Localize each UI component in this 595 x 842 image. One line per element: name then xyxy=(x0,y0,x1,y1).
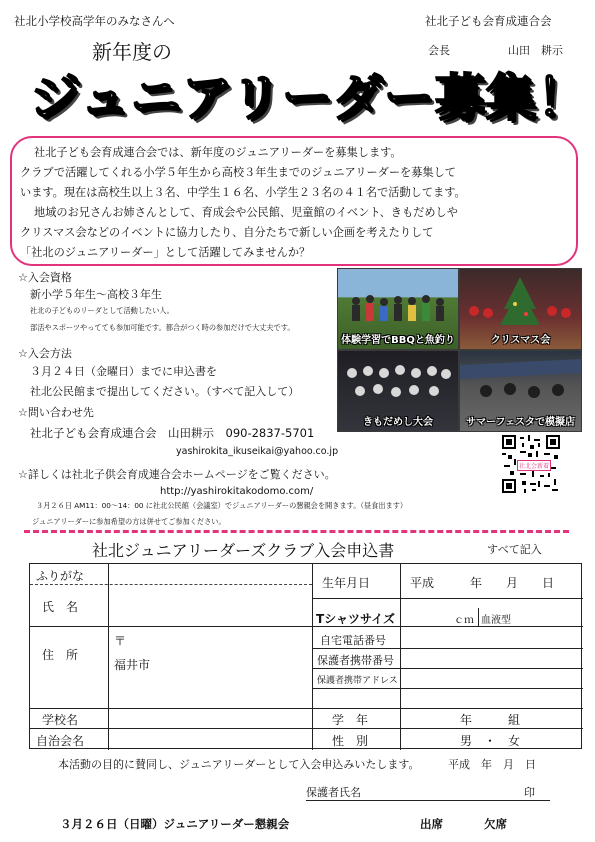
photo-caption: 体験学習でBBQと魚釣り xyxy=(341,335,455,346)
contact-email[interactable]: yashirokita_ikuseikai@yahoo.co.jp xyxy=(176,446,339,457)
meeting-label: ３月２６日（日曜）ジュニアリーダー懇親会 xyxy=(60,817,290,831)
subtitle: 新年度の xyxy=(92,40,172,64)
qualification-note: 部活やスポーツやってても参加可能です。都合がつく時の参加だけで大丈夫です。 xyxy=(30,323,295,332)
address-label: 住 所 xyxy=(42,648,79,662)
cut-line xyxy=(24,530,569,533)
meeting-note: ３月２６日 AM11：00～14：00 に社北公民館（会議室）でジュニアリーダーの懇親会を開きます。（昼食出ます） xyxy=(36,501,408,510)
birthday-label: 生年月日 xyxy=(322,576,371,590)
photo-caption: サマーフェスタで模擬店 xyxy=(466,417,575,428)
intro-line: クリスマス会などのイベントに協力したり、自分たちで新しい企画を考えたりして xyxy=(20,226,434,239)
application-form xyxy=(29,563,582,749)
tshirt-label: Tシャツサイズ xyxy=(316,612,395,626)
method-line: 社北公民館まで提出してください。（すべて記入して） xyxy=(30,385,300,398)
method-line: ３月２４日（金曜日）までに申込書を xyxy=(30,365,217,378)
birthday-value[interactable]: 平成 年 月 日 xyxy=(410,576,555,590)
association-label: 自治会名 xyxy=(36,734,85,748)
contact-info: 社北子ども会育成連合会 山田耕示 090-2837-5701 xyxy=(30,426,315,440)
photo-caption: クリスマス会 xyxy=(490,335,551,346)
qualification-range: 新小学５年生～高校３年生 xyxy=(30,288,162,301)
furigana-label: ふりがな xyxy=(36,569,85,583)
organization-name: 社北子ども会育成連合会 xyxy=(425,14,552,28)
intro-line: います。現在は高校生以上３名、中学生１６名、小学生２３名の４１名で活動してます。 xyxy=(20,186,466,199)
photo-kimodameshi xyxy=(338,351,458,431)
blood-type-label: 血液型 xyxy=(481,615,511,626)
grade-label: 学 年 xyxy=(332,713,369,727)
city-value: 福井市 xyxy=(114,658,151,672)
home-phone-label: 自宅電話番号 xyxy=(320,634,386,647)
absent-option[interactable]: 欠席 xyxy=(484,817,507,831)
seal-mark: 印 xyxy=(524,786,535,799)
method-heading: ☆入会方法 xyxy=(18,347,72,360)
audience-line: 社北小学校高学年のみなさんへ xyxy=(14,14,175,28)
intro-line: 「社北のジュニアリーダー」として活躍してみませんか？ xyxy=(20,246,311,259)
intro-line: 社北子ども会育成連合会では、新年度のジュニアリーダーを募集します。 xyxy=(34,146,402,159)
president-name: 山田 耕示 xyxy=(508,44,563,57)
cm-unit: ｃｍ xyxy=(454,615,474,626)
intro-line: クラブで活躍してくれる小学５年生から高校３年生までのジュニアリーダーを募集して xyxy=(20,166,456,179)
postal-mark: 〒 xyxy=(114,634,127,648)
website-url[interactable]: http://yashirokitakodomo.com/ xyxy=(160,486,314,497)
gender-label: 性 別 xyxy=(332,734,369,748)
form-title: 社北ジュニアリーダーズクラブ入会申込書 xyxy=(92,541,395,560)
meeting-note: ジュニアリーダーに参加希望の方は併せてご参加ください。 xyxy=(32,517,226,526)
contact-heading: ☆問い合わせ先 xyxy=(18,406,94,419)
intro-box xyxy=(10,136,578,266)
photo-caption: きもだめし大会 xyxy=(363,417,433,428)
photo-summer-festa xyxy=(460,351,581,431)
page-title: ジュニアリーダー募集！ xyxy=(30,69,588,127)
qr-badge: 社北会新着 xyxy=(517,460,551,471)
consent-date[interactable]: 平成 年 月 日 xyxy=(448,758,536,771)
qualification-note: 社北の子どものリーダとして活動したい人。 xyxy=(30,306,174,315)
guardian-email-label: 保護者携帯アドレス xyxy=(317,676,398,686)
form-title-note: すべて記入 xyxy=(487,543,542,556)
photo-christmas xyxy=(460,269,581,349)
guardian-name-label: 保護者氏名 xyxy=(306,786,361,799)
name-label: 氏 名 xyxy=(42,600,79,614)
photo-collage xyxy=(337,268,582,432)
guardian-signature-line[interactable] xyxy=(306,800,550,801)
attend-option[interactable]: 出席 xyxy=(420,817,443,831)
photo-bbq xyxy=(338,269,458,349)
details-line: ☆詳しくは社北子供会育成連合会ホームページをご覧ください。 xyxy=(18,468,336,481)
intro-line: 地域のお兄さんお姉さんとして、育成会や公民館、児童館のイベント、きもだめしや xyxy=(34,206,458,219)
school-label: 学校名 xyxy=(42,713,79,727)
grade-value[interactable]: 年 組 xyxy=(460,713,521,727)
guardian-mobile-label: 保護者携帯番号 xyxy=(317,654,394,667)
consent-statement: 本活動の目的に賛同し、ジュニアリーダーとして入会申込みいたします。 xyxy=(58,758,420,771)
gender-value[interactable]: 男 ・ 女 xyxy=(460,734,521,748)
qualification-heading: ☆入会資格 xyxy=(18,271,72,284)
president-role: 会長 xyxy=(428,44,450,57)
